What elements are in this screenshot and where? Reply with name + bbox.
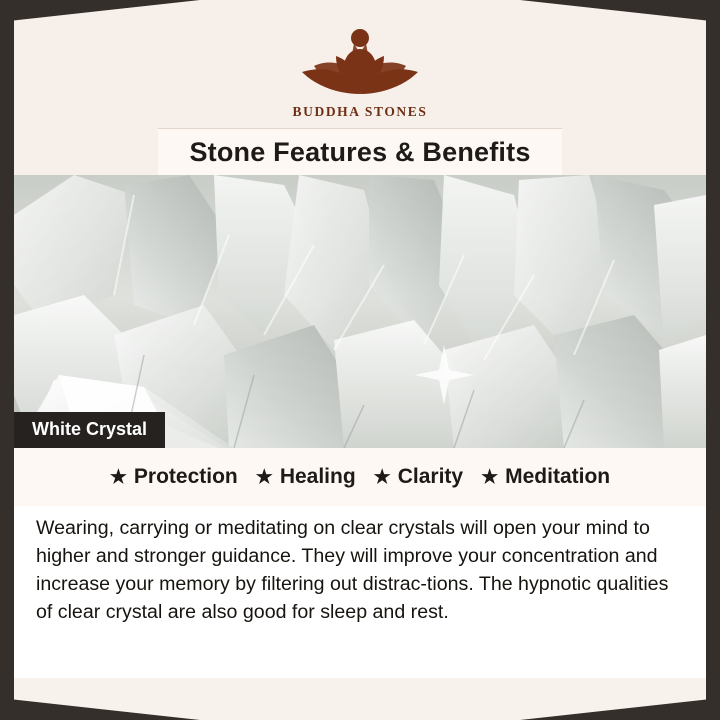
- star-icon: ★: [255, 466, 273, 488]
- benefits-row: [14, 448, 706, 506]
- content-area: [14, 0, 706, 720]
- title-bar: [158, 128, 562, 178]
- benefit-item: [476, 465, 615, 489]
- benefit-item: [105, 465, 243, 489]
- corner-accent-top-left: [0, 0, 200, 22]
- star-icon: ★: [373, 466, 391, 488]
- star-icon: ★: [109, 466, 127, 488]
- benefit-label: Healing: [279, 465, 356, 488]
- benefit-item: [251, 465, 361, 489]
- corner-accent-top-right: [520, 0, 720, 22]
- benefit-item: [369, 465, 468, 489]
- description-block: [14, 506, 706, 678]
- brand-block: [14, 16, 706, 120]
- photo-caption: White Crystal: [14, 412, 165, 448]
- crystal-illustration: [14, 175, 706, 448]
- corner-accent-bottom-left: [0, 698, 200, 720]
- page-title: Stone Features & Benefits: [189, 137, 531, 167]
- left-border-band: [0, 0, 14, 720]
- star-icon: ★: [481, 466, 499, 488]
- corner-accent-bottom-right: [520, 698, 720, 720]
- benefit-label: Protection: [133, 465, 238, 488]
- lotus-meditation-icon: [280, 16, 440, 102]
- benefit-label: Clarity: [397, 465, 464, 488]
- white-crystal-cluster-photo: [14, 175, 706, 448]
- right-border-band: [706, 0, 720, 720]
- description-text: Wearing, carrying or meditating on clear crystals will open your mind to higher and stronger guidance. They will improve your concentration and increase your memory by filtering out distrac-tions. The hypnotic qualities of clear crystal are also good for sleep and rest.: [36, 517, 669, 624]
- benefit-label: Meditation: [505, 465, 611, 488]
- brand-name: BUDDHA STONES: [292, 104, 428, 119]
- header: [14, 0, 706, 175]
